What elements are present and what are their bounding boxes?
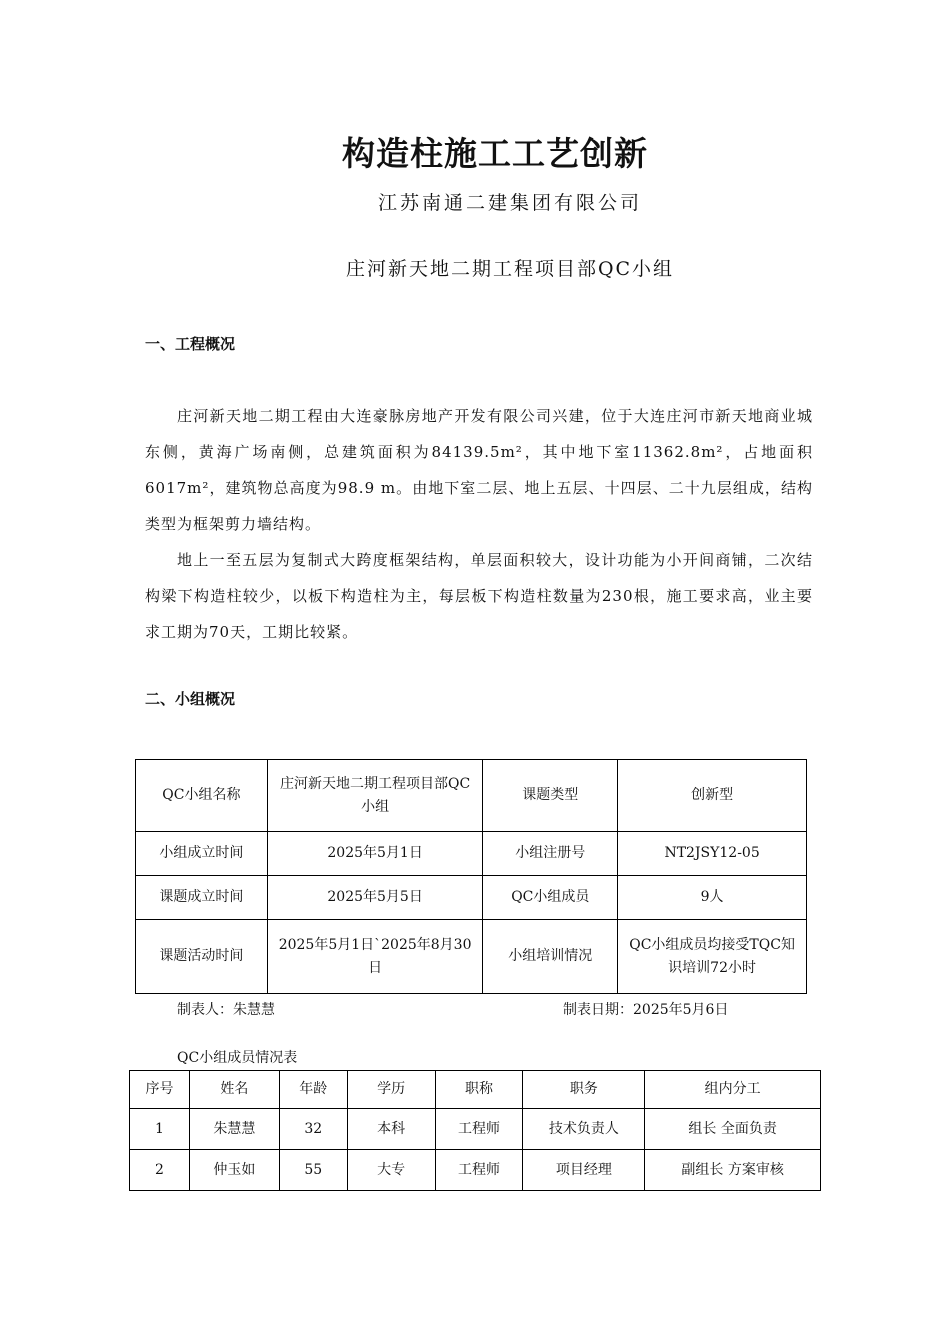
company-name: 江苏南通二建集团有限公司 (377, 192, 642, 214)
table-cell: 朱慧慧 (189, 1109, 279, 1150)
table-cell: 小组培训情况 (483, 920, 618, 994)
table-header-row (130, 1071, 821, 1109)
table-row (130, 1109, 821, 1150)
table-cell: 副组长 方案审核 (645, 1150, 821, 1191)
table-row (136, 920, 807, 994)
member-table (129, 1070, 821, 1191)
table-cell: 本科 (347, 1109, 435, 1150)
table-cell: 课题类型 (483, 760, 618, 832)
table-cell: 庄河新天地二期工程项目部QC小组 (267, 760, 483, 832)
table-cell: QC小组成员均接受TQC知识培训72小时 (618, 920, 807, 994)
section1-body (145, 398, 813, 650)
column-header: 序号 (130, 1071, 190, 1109)
table-cell: NT2JSY12-05 (618, 832, 807, 876)
table-cell: 9人 (618, 876, 807, 920)
table-row (130, 1150, 821, 1191)
table-cell: 2025年5月1日 (267, 832, 483, 876)
section2-heading: 二、小组概况 (145, 690, 236, 708)
table-row (136, 876, 807, 920)
table-cell: 仲玉如 (189, 1150, 279, 1191)
table-cell: 2 (130, 1150, 190, 1191)
table-date: 制表日期：2025年5月6日 (563, 1002, 729, 1018)
table-cell: 大专 (347, 1150, 435, 1191)
column-header: 职务 (523, 1071, 645, 1109)
table-cell: 小组注册号 (483, 832, 618, 876)
table-cell: 55 (279, 1150, 347, 1191)
column-header: 职称 (435, 1071, 523, 1109)
column-header: 姓名 (189, 1071, 279, 1109)
table-cell: 技术负责人 (523, 1109, 645, 1150)
table-cell: 2025年5月5日 (267, 876, 483, 920)
overview-paragraph-1: 庄河新天地二期工程由大连豪脉房地产开发有限公司兴建，位于大连庄河市新天地商业城东侧，黄海广场南侧，总建筑面积为84139.5m²，其中地下室11362.8m²，占地面积6017m²，建筑物总高度为98.9 m。由地下室二层、地上五层、十四层、二十九层组成，结构类型为框架剪力墙结构。 (145, 407, 813, 533)
column-header: 组内分工 (645, 1071, 821, 1109)
table-cell: 32 (279, 1109, 347, 1150)
team-name: 庄河新天地二期工程项目部QC小组 (345, 258, 675, 280)
table-cell: 工程师 (435, 1109, 523, 1150)
table-cell: 工程师 (435, 1150, 523, 1191)
table-cell: 1 (130, 1109, 190, 1150)
table-row (136, 760, 807, 832)
table-cell: 小组成立时间 (136, 832, 268, 876)
table-cell: QC小组成员 (483, 876, 618, 920)
member-table-caption: QC小组成员情况表 (177, 1050, 298, 1066)
overview-paragraph-2: 地上一至五层为复制式大跨度框架结构，单层面积较大，设计功能为小开间商铺，二次结构梁下构造柱较少，以板下构造柱为主，每层板下构造柱数量为230根，施工要求高，业主要求工期为70天，工期比较紧。 (145, 551, 813, 641)
table-cell: 组长 全面负责 (645, 1109, 821, 1150)
section1-heading: 一、工程概况 (145, 335, 236, 353)
column-header: 学历 (347, 1071, 435, 1109)
group-info-table (135, 759, 807, 994)
column-header: 年龄 (279, 1071, 347, 1109)
table-cell: 课题活动时间 (136, 920, 268, 994)
table-cell: 2025年5月1日`2025年8月30日 (267, 920, 483, 994)
table-row (136, 832, 807, 876)
table-cell: QC小组名称 (136, 760, 268, 832)
table-cell: 课题成立时间 (136, 876, 268, 920)
document-title: 构造柱施工工艺创新 (342, 134, 648, 173)
table-cell: 项目经理 (523, 1150, 645, 1191)
table-cell: 创新型 (618, 760, 807, 832)
table-maker: 制表人：朱慧慧 (177, 1002, 275, 1018)
